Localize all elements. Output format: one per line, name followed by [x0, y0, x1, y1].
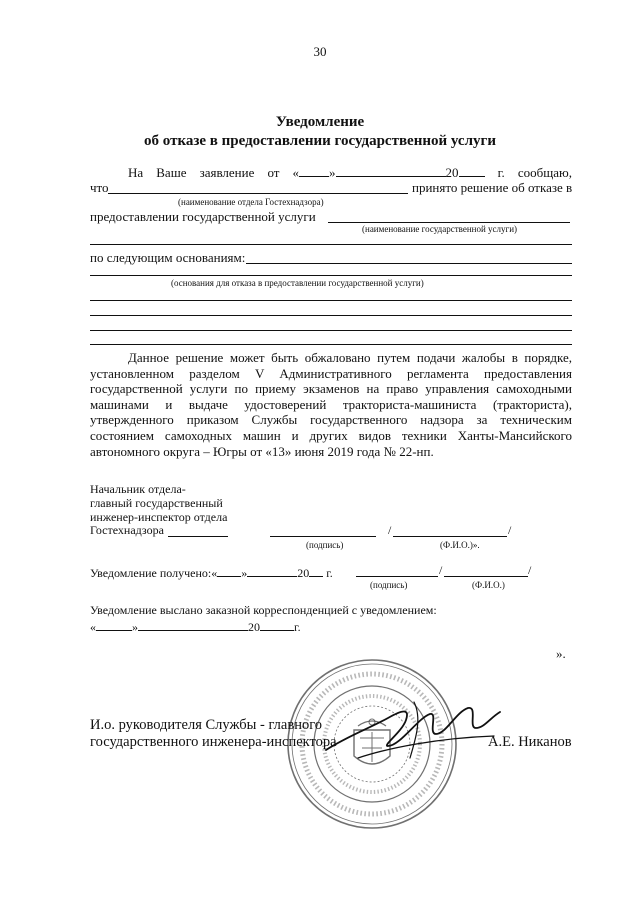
received-day-blank[interactable]	[217, 563, 241, 577]
caption-department: (наименование отдела Гостехнадзора)	[178, 197, 324, 207]
handwritten-signature-icon	[318, 688, 508, 768]
blank-line-full-3[interactable]	[90, 300, 572, 301]
caption-service: (наименование государственной услуги)	[362, 224, 518, 234]
blank-line-full-1[interactable]	[90, 244, 572, 245]
appeal-paragraph: Данное решение может быть обжаловано путем подачи жалобы в порядке, установленном разделом V Административного регламента предоставления государственной услуги по приему экзаменов на право управления самоходными машинами и выдаче удостоверений тракториста-машиниста (тракториста), утвержденного приказом Службы государственного надзора за техническим состоянием самоходных машин и других видов техники Ханты-Мансийского автономного округа – Югры от «13» июня 2019 года № 22-нп.	[90, 350, 572, 459]
inspector-title-line-3: инженер-инспектор отдела	[90, 510, 228, 524]
day-blank[interactable]	[299, 163, 329, 177]
received-slash-2: /	[528, 563, 532, 577]
received-signature-blank[interactable]	[356, 576, 438, 577]
document-title: Уведомление	[275, 114, 365, 130]
month-blank[interactable]	[336, 163, 446, 177]
caption-received-fio: (Ф.И.О.)	[472, 580, 505, 590]
received-year-blank[interactable]	[309, 563, 323, 577]
department-blank[interactable]	[108, 193, 408, 194]
department-line: что	[90, 180, 109, 195]
caption-grounds: (основания для отказа в предоставлении государственной услуги)	[171, 278, 424, 288]
inspector-slash-2: /	[508, 523, 512, 537]
received-month-blank[interactable]	[247, 563, 297, 577]
service-line-label: предоставлении государственной услуги	[90, 209, 316, 224]
sent-year-blank[interactable]	[260, 617, 294, 631]
signatory-name: А.Е. Никанов	[488, 734, 572, 750]
received-fio-blank[interactable]	[444, 576, 528, 577]
service-blank[interactable]	[328, 222, 570, 223]
document-subtitle: об отказе в предоставлении государственной услуги	[144, 133, 496, 149]
inspector-title-line-4: Гостехнадзора	[90, 523, 164, 537]
blank-line-full-4[interactable]	[90, 315, 572, 316]
inspector-title-line-2: главный государственный	[90, 496, 223, 510]
caption-inspector-fio: (Ф.И.О.)».	[440, 540, 480, 550]
page-number: 30	[313, 44, 327, 59]
blank-line-full-5[interactable]	[90, 330, 572, 331]
received-line: Уведомление получено:« » 20 г.	[90, 563, 333, 580]
inspector-fio-blank[interactable]	[393, 536, 507, 537]
caption-inspector-signature: (подпись)	[306, 540, 344, 550]
signatory-title-line-1: И.о. руководителя Службы - главного	[90, 717, 323, 733]
inspector-slash-1: /	[388, 523, 392, 537]
caption-received-signature: (подпись)	[370, 580, 408, 590]
inspector-signature-blank[interactable]	[270, 536, 376, 537]
closing-quote: ».	[556, 646, 566, 661]
signatory-title-line-2: государственного инженера-инспектора	[90, 734, 337, 750]
sent-date-line: « » 20 г.	[90, 617, 301, 634]
sent-month-blank[interactable]	[138, 617, 248, 631]
grounds-label: по следующим основаниям:	[90, 250, 246, 265]
inspector-dept-blank[interactable]	[168, 536, 228, 537]
sent-label: Уведомление выслано заказной корреспонденцией с уведомлением:	[90, 603, 437, 617]
inspector-title-line-1: Начальник отдела-	[90, 482, 186, 496]
year-blank[interactable]	[459, 163, 485, 177]
received-slash-1: /	[439, 563, 443, 577]
grounds-blank[interactable]	[246, 263, 572, 264]
application-date-line: На Ваше заявление от « » 20 г. сообщаю,	[128, 165, 572, 180]
sent-day-blank[interactable]	[96, 617, 132, 631]
refusal-text: принято решение об отказе в	[412, 180, 573, 195]
grounds-blank-2[interactable]	[90, 275, 572, 276]
blank-line-full-6[interactable]	[90, 344, 572, 345]
